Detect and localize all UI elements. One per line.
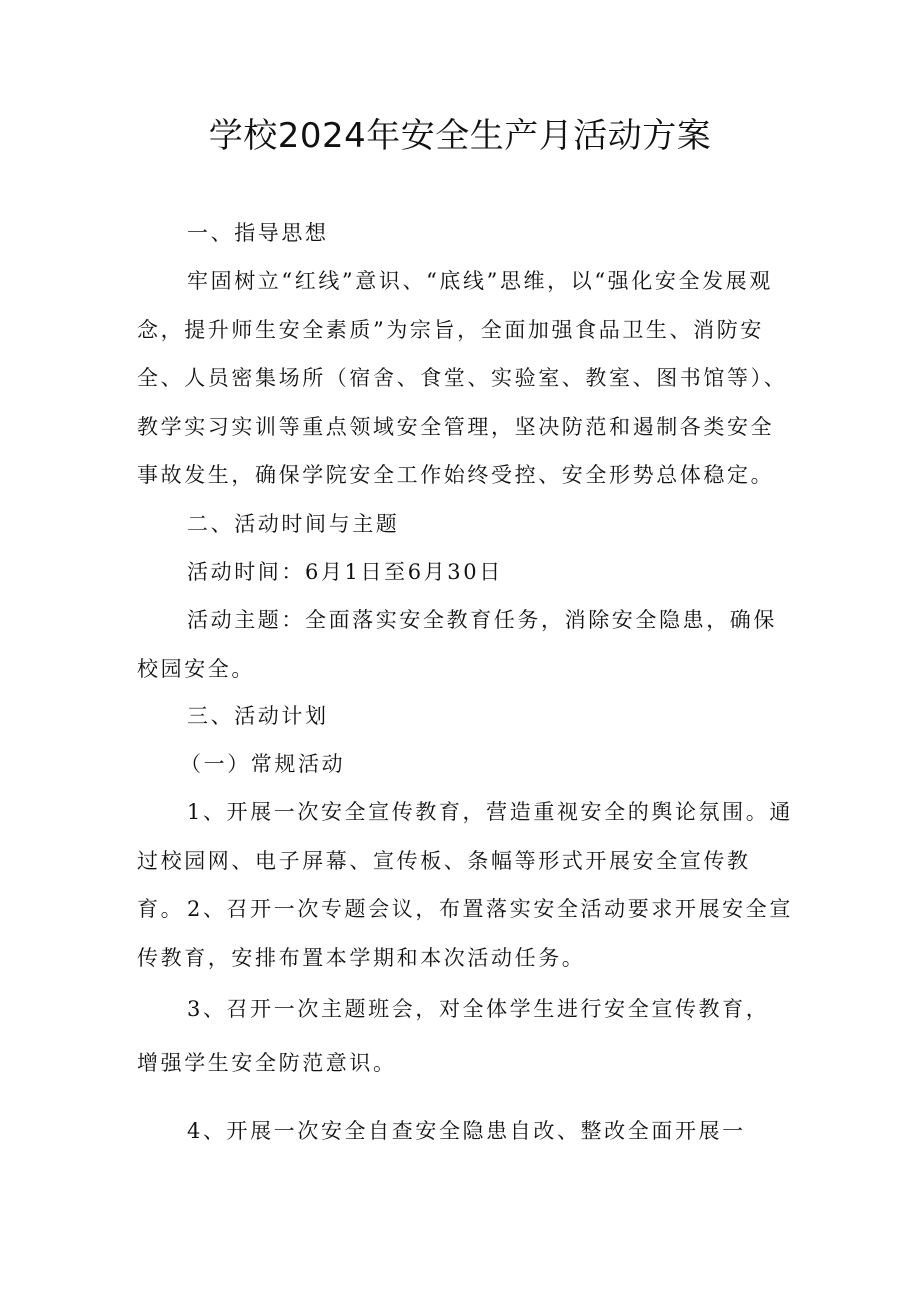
plan-item-2: 2、召开一次专题会议，布置落实安全活动要求开展安全宣传教育，安排布置本学期和本次活动任务。 <box>137 897 793 970</box>
plan-item-3-line-2: 增强学生安全防范意识。 <box>137 1051 397 1075</box>
subsection-heading-regular-activities: （一）常规活动 <box>180 752 346 776</box>
guiding-ideology-paragraph: 牢固树立“红线”意识、“底线”思维，以“强化安全发展观念，提升师生安全素质”为宗旨，全面加强食品卫生、消防安全、人员密集场所（宿舍、食堂、实验室、教室、图书馆等）、教学实习实训等重点领域安全管理，坚决防范和遏制各类安全事故发生，确保学院安全工作始终受控、安全形势总体稳定。 <box>137 269 788 487</box>
section-heading-time-and-theme: 二、活动时间与主题 <box>187 512 400 536</box>
plan-item-1: 1、开展一次安全宣传教育，营造重视安全的舆论氛围。通过校园网、电子屏幕、宣传板、条幅等形式开展安全宣传教育。 <box>137 800 793 921</box>
section-heading-guiding-ideology: 一、指导思想 <box>187 221 329 245</box>
section-heading-activity-plan: 三、活动计划 <box>187 704 329 728</box>
activity-time: 活动时间：6月1日至6月30日 <box>187 560 503 584</box>
plan-item-4: 4、开展一次安全自查安全隐患自改、整改全面开展一 <box>187 1119 746 1143</box>
plan-item-3-line-1: 3、召开一次主题班会，对全体学生进行安全宣传教育， <box>187 997 770 1021</box>
document-title: 学校2024年安全生产月活动方案 <box>208 116 712 156</box>
activity-theme: 活动主题：全面落实安全教育任务，消除安全隐患，确保校园安全。 <box>137 608 777 681</box>
